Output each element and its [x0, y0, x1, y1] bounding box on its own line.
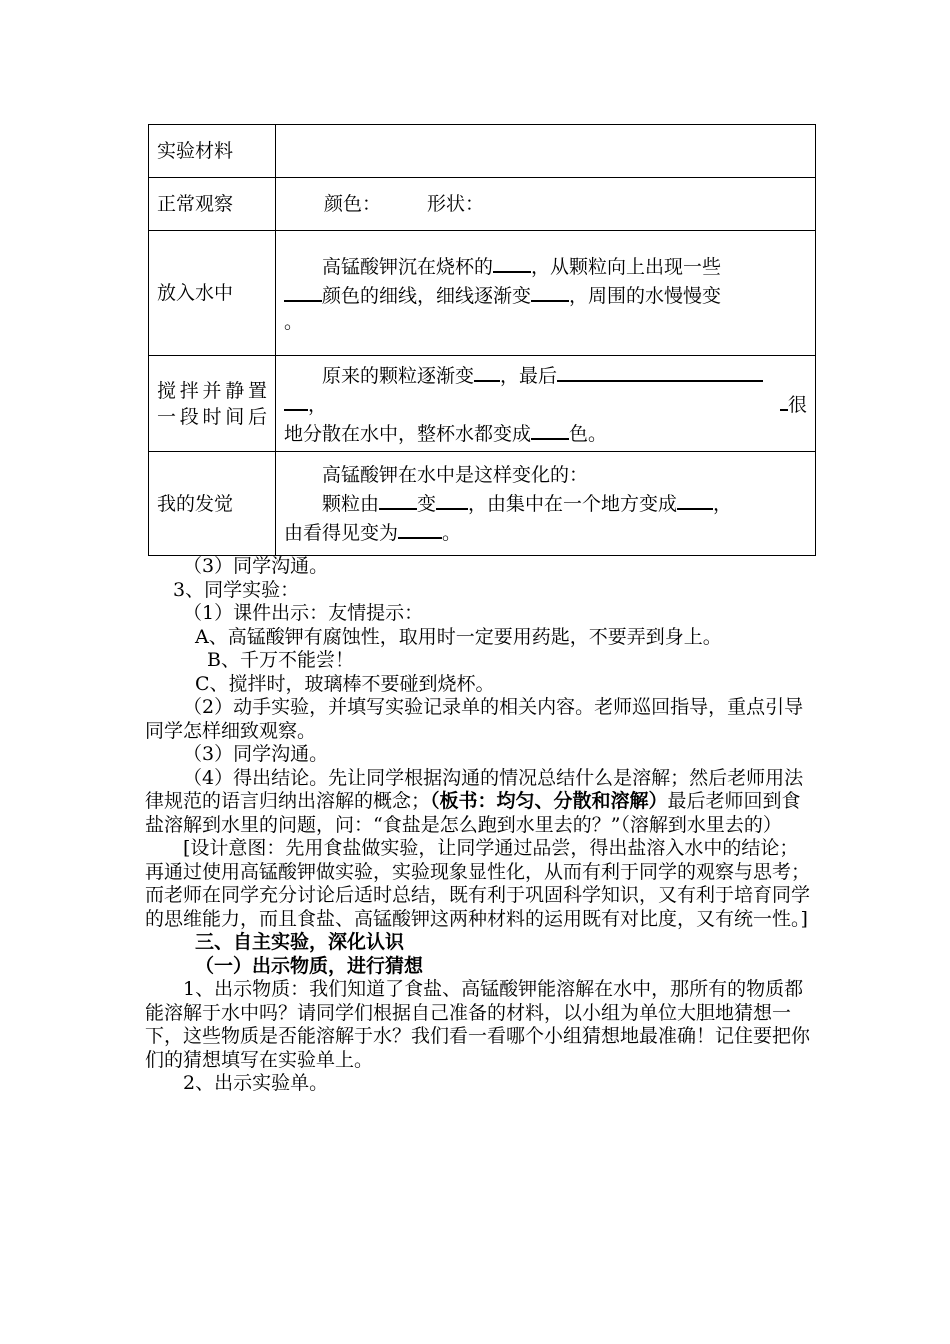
text-segment: 原来的颗粒逐渐变 [322, 365, 475, 387]
table-row [149, 452, 816, 556]
fill-blank[interactable] [284, 389, 308, 411]
text-segment: 色。 [569, 423, 608, 445]
design-intent-paragraph: [设计意图：先用食盐做实验，让同学通过品尝，得出盐溶入水中的结论；再通过使用高锰酸钾做实验，实验现象显性化，从而有利于同学的观察与思考；而老师在同学充分讨论后适时总结，既有利于巩固科学知识，又有利于培育同学的思维能力，而且食盐、高锰酸钾这两种材料的运用既有对比度，又有统一性。] [145, 837, 811, 930]
paragraph: A、高锰酸钾有腐蚀性，取用时一定要用药匙，不要弄到身上。 [195, 625, 722, 648]
row-value-in-water [276, 231, 816, 356]
shape-label: 形状： [427, 193, 485, 215]
row-label-finding: 我的发觉 [149, 452, 276, 556]
text-segment: 最后老师回到食盐溶解到水里的问题，问：“食盐是怎么跑到水里去的？”（溶解到水里去的） [145, 790, 801, 836]
table-row [149, 231, 816, 356]
text-segment: 颜色的细线，细线逐渐变 [322, 285, 532, 307]
row-value-finding [276, 452, 816, 556]
fill-blank[interactable] [398, 517, 442, 539]
table-row [149, 178, 816, 231]
paragraph: 1、出示物质：我们知道了食盐、高锰酸钾能溶解在水中，那所有的物质都能溶解于水中吗？请同学们根据自己准备的材料，以小组为单位大胆地猜想一下，这些物质是否能溶解于水？我们看一看哪个小组猜想地最准确！记住要把你们的猜想填写在实验单上。 [145, 978, 811, 1071]
text-segment: 颗粒由 [322, 492, 380, 515]
text-segment: 变 [417, 492, 437, 515]
paragraph: 3、同学实验： [173, 578, 300, 601]
text-segment: （4）得出结论。先让同学根据沟通的情况总结什么是溶解；然后老师用法律规范的语言归纳出溶解的概念； [145, 766, 804, 812]
text-segment: 。 [284, 311, 304, 333]
text-segment: 。 [442, 521, 462, 544]
paragraph: B、千万不能尝！ [207, 649, 354, 671]
paragraph: （3）同学沟通。 [183, 555, 329, 577]
row-label-in-water: 放入水中 [149, 231, 276, 356]
table-row [149, 356, 816, 452]
section-heading: 三、自主实验，深化认识 [195, 931, 405, 953]
paragraph: 2、出示实验单。 [183, 1072, 329, 1094]
row-label-observe: 正常观察 [149, 178, 276, 231]
row-value-observe [276, 178, 816, 231]
row-label-materials: 实验材料 [149, 125, 276, 178]
fill-blank[interactable] [531, 418, 569, 440]
row-value-materials [276, 125, 816, 178]
text-segment: 很 [787, 394, 807, 416]
fill-blank[interactable] [379, 488, 417, 510]
row-label-after-stir: 搅拌并静置一段时间后 [149, 356, 276, 452]
text-segment: 由看得见变为 [284, 521, 399, 544]
fill-blank[interactable] [531, 280, 569, 302]
fill-blank[interactable] [474, 360, 500, 382]
text-segment: ，最后 [500, 365, 558, 387]
paragraph [145, 767, 817, 838]
experiment-record-table [148, 124, 816, 556]
text-segment: 地分散在水中，整杯水都变成 [284, 423, 532, 445]
text-segment: ，从颗粒向上出现一些 [531, 256, 722, 278]
color-label: 颜色： [324, 193, 382, 215]
fill-blank[interactable] [284, 280, 322, 302]
paragraph: （1）课件出示：友情提示： [183, 602, 424, 624]
fill-blank[interactable] [493, 251, 531, 273]
text-segment: ，周围的水慢慢变 [569, 285, 722, 307]
table-row [149, 125, 816, 178]
paragraph: （3）同学沟通。 [183, 743, 329, 765]
text-segment: 高锰酸钾沉在烧杯的 [322, 256, 494, 278]
text-segment: 高锰酸钾在水中是这样变化的： [322, 463, 589, 486]
text-segment: ，由集中在一个地方变成 [468, 492, 678, 515]
text-segment: ， [713, 492, 733, 515]
fill-blank[interactable] [780, 389, 788, 411]
subsection-heading: （一）出示物质，进行猜想 [195, 954, 424, 977]
body-text [145, 555, 817, 1096]
row-value-after-stir [276, 356, 816, 452]
fill-blank[interactable] [436, 488, 468, 510]
board-note: （板书：均匀、分散和溶解） [430, 790, 668, 812]
fill-blank[interactable] [677, 488, 713, 510]
text-segment: ， [308, 394, 328, 416]
paragraph: C、搅拌时，玻璃棒不要碰到烧杯。 [195, 672, 495, 695]
paragraph: （2）动手实验，并填写实验记录单的相关内容。老师巡回指导，重点引导同学怎样细致观察。 [145, 696, 804, 742]
fill-blank[interactable] [557, 360, 763, 382]
